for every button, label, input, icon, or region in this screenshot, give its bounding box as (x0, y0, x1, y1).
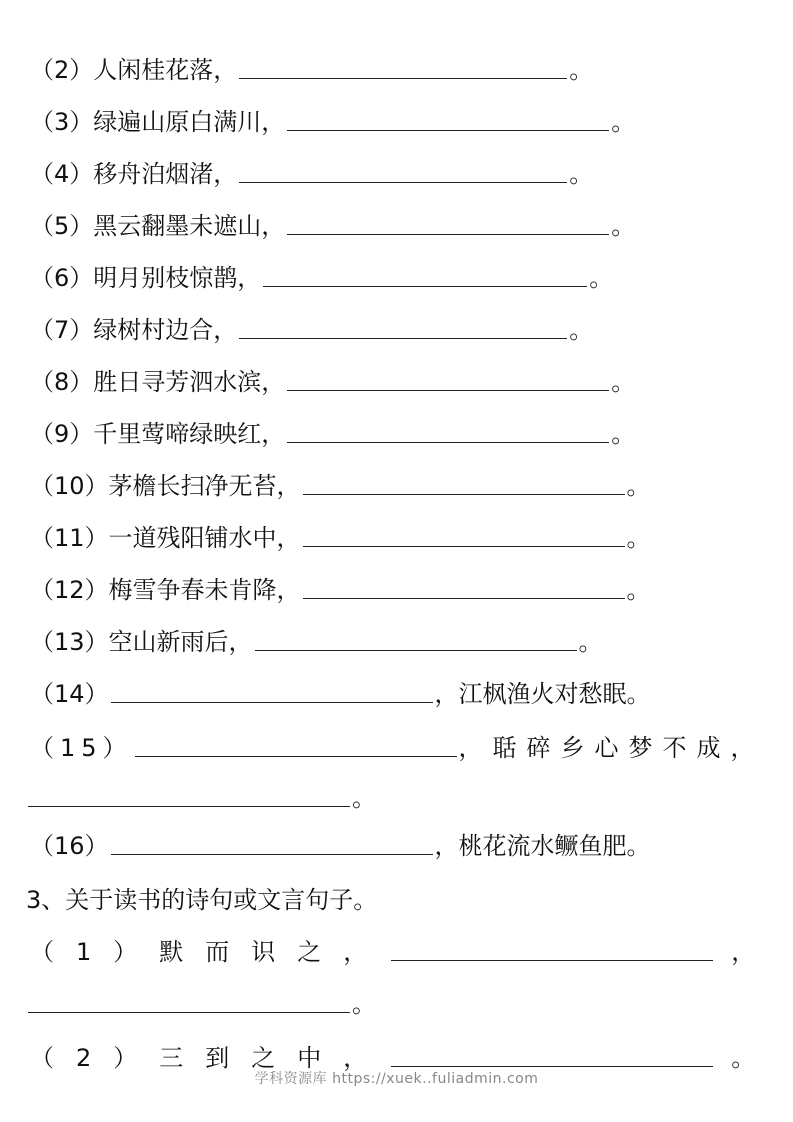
answer-blank[interactable] (135, 734, 457, 757)
poem-line: 茅檐长扫净无苔， (108, 472, 301, 500)
poem-line: ，聒碎乡心梦不成， (458, 734, 765, 762)
question-5 (0, 198, 793, 238)
poem-line: 一道残阳铺水中， (108, 524, 301, 552)
poem-line: 移舟泊烟渚， (93, 160, 238, 188)
answer-blank[interactable] (287, 420, 609, 443)
question-6 (0, 250, 793, 290)
answer-blank[interactable] (28, 784, 350, 807)
answer-blank[interactable] (239, 316, 567, 339)
item-number: （13） (30, 628, 109, 656)
answer-blank[interactable] (303, 576, 625, 599)
answer-blank[interactable] (263, 264, 587, 287)
poem-line: 人闲桂花落， (93, 56, 238, 84)
answer-blank[interactable] (239, 56, 567, 79)
answer-blank[interactable] (111, 680, 433, 703)
period: 。 (569, 56, 594, 84)
question-10 (0, 458, 793, 498)
question-2 (0, 42, 793, 82)
period: 。 (611, 212, 636, 240)
answer-blank[interactable] (28, 990, 350, 1013)
period: 。 (352, 990, 376, 1018)
period: 。 (589, 264, 614, 292)
comma: ， (731, 938, 756, 966)
item-number: （14） (30, 680, 109, 708)
poem-line: 千里莺啼绿映红， (93, 420, 286, 448)
poem-line: 绿遍山原白满川， (93, 108, 286, 136)
period: 。 (569, 316, 594, 344)
question-15 (0, 720, 793, 760)
item-number: （5） (30, 212, 94, 240)
poem-line: 空山新雨后， (108, 628, 253, 656)
item-number: （11） (30, 524, 109, 552)
answer-blank[interactable] (287, 368, 609, 391)
period: 。 (611, 420, 636, 448)
question-13 (0, 614, 793, 654)
question-16 (0, 818, 793, 858)
section-3-question-1 (0, 924, 793, 964)
period: 。 (352, 784, 376, 812)
section-3-heading (0, 872, 793, 912)
answer-blank[interactable] (239, 160, 567, 183)
question-3 (0, 94, 793, 134)
poem-line: 绿树村边合， (93, 316, 238, 344)
answer-blank[interactable] (391, 938, 713, 961)
quote-line: 默而识之， (159, 938, 390, 966)
answer-blank[interactable] (255, 628, 577, 651)
answer-blank[interactable] (303, 524, 625, 547)
item-number: （7） (30, 316, 94, 344)
question-8 (0, 354, 793, 394)
item-number: （10） (30, 472, 109, 500)
item-number: （6） (30, 264, 94, 292)
question-4 (0, 146, 793, 186)
quote-line: 三到之中， (159, 1044, 390, 1072)
section-3-question-1-continuation (0, 976, 793, 1016)
item-number: （15） (30, 734, 133, 762)
item-number: （12） (30, 576, 109, 604)
period: 。 (611, 368, 636, 396)
poem-line: 明月别枝惊鹊， (93, 264, 262, 292)
item-number: （1） (30, 938, 160, 966)
item-number: （4） (30, 160, 94, 188)
answer-blank[interactable] (391, 1044, 713, 1067)
poem-line: 胜日寻芳泗水滨， (93, 368, 286, 396)
period: 。 (626, 524, 651, 552)
item-number: （9） (30, 420, 94, 448)
question-11 (0, 510, 793, 550)
question-12 (0, 562, 793, 602)
period: 。 (578, 628, 603, 656)
period: 。 (626, 576, 651, 604)
answer-blank[interactable] (287, 212, 609, 235)
period: 。 (626, 472, 651, 500)
item-number: （16） (30, 832, 109, 860)
question-7 (0, 302, 793, 342)
section-3-question-2 (0, 1030, 793, 1070)
question-14 (0, 666, 793, 706)
item-number: （8） (30, 368, 94, 396)
period: 。 (569, 160, 594, 188)
question-9 (0, 406, 793, 446)
answer-blank[interactable] (303, 472, 625, 495)
section-title: 3、关于读书的诗句或文言句子。 (26, 886, 378, 914)
question-15-continuation (0, 770, 793, 810)
poem-line: ，江枫渔火对愁眠。 (434, 680, 651, 708)
item-number: （2） (30, 56, 94, 84)
period: 。 (611, 108, 636, 136)
footer-watermark: 学科资源库 https://xuek..fuliadmin.com (254, 1071, 539, 1087)
poem-line: 梅雪争春未肯降， (108, 576, 301, 604)
poem-line: 黑云翻墨未遮山， (93, 212, 286, 240)
answer-blank[interactable] (287, 108, 609, 131)
period: 。 (731, 1044, 756, 1072)
poem-line: ，桃花流水鳜鱼肥。 (434, 832, 651, 860)
item-number: （2） (30, 1044, 160, 1072)
answer-blank[interactable] (111, 832, 433, 855)
item-number: （3） (30, 108, 94, 136)
